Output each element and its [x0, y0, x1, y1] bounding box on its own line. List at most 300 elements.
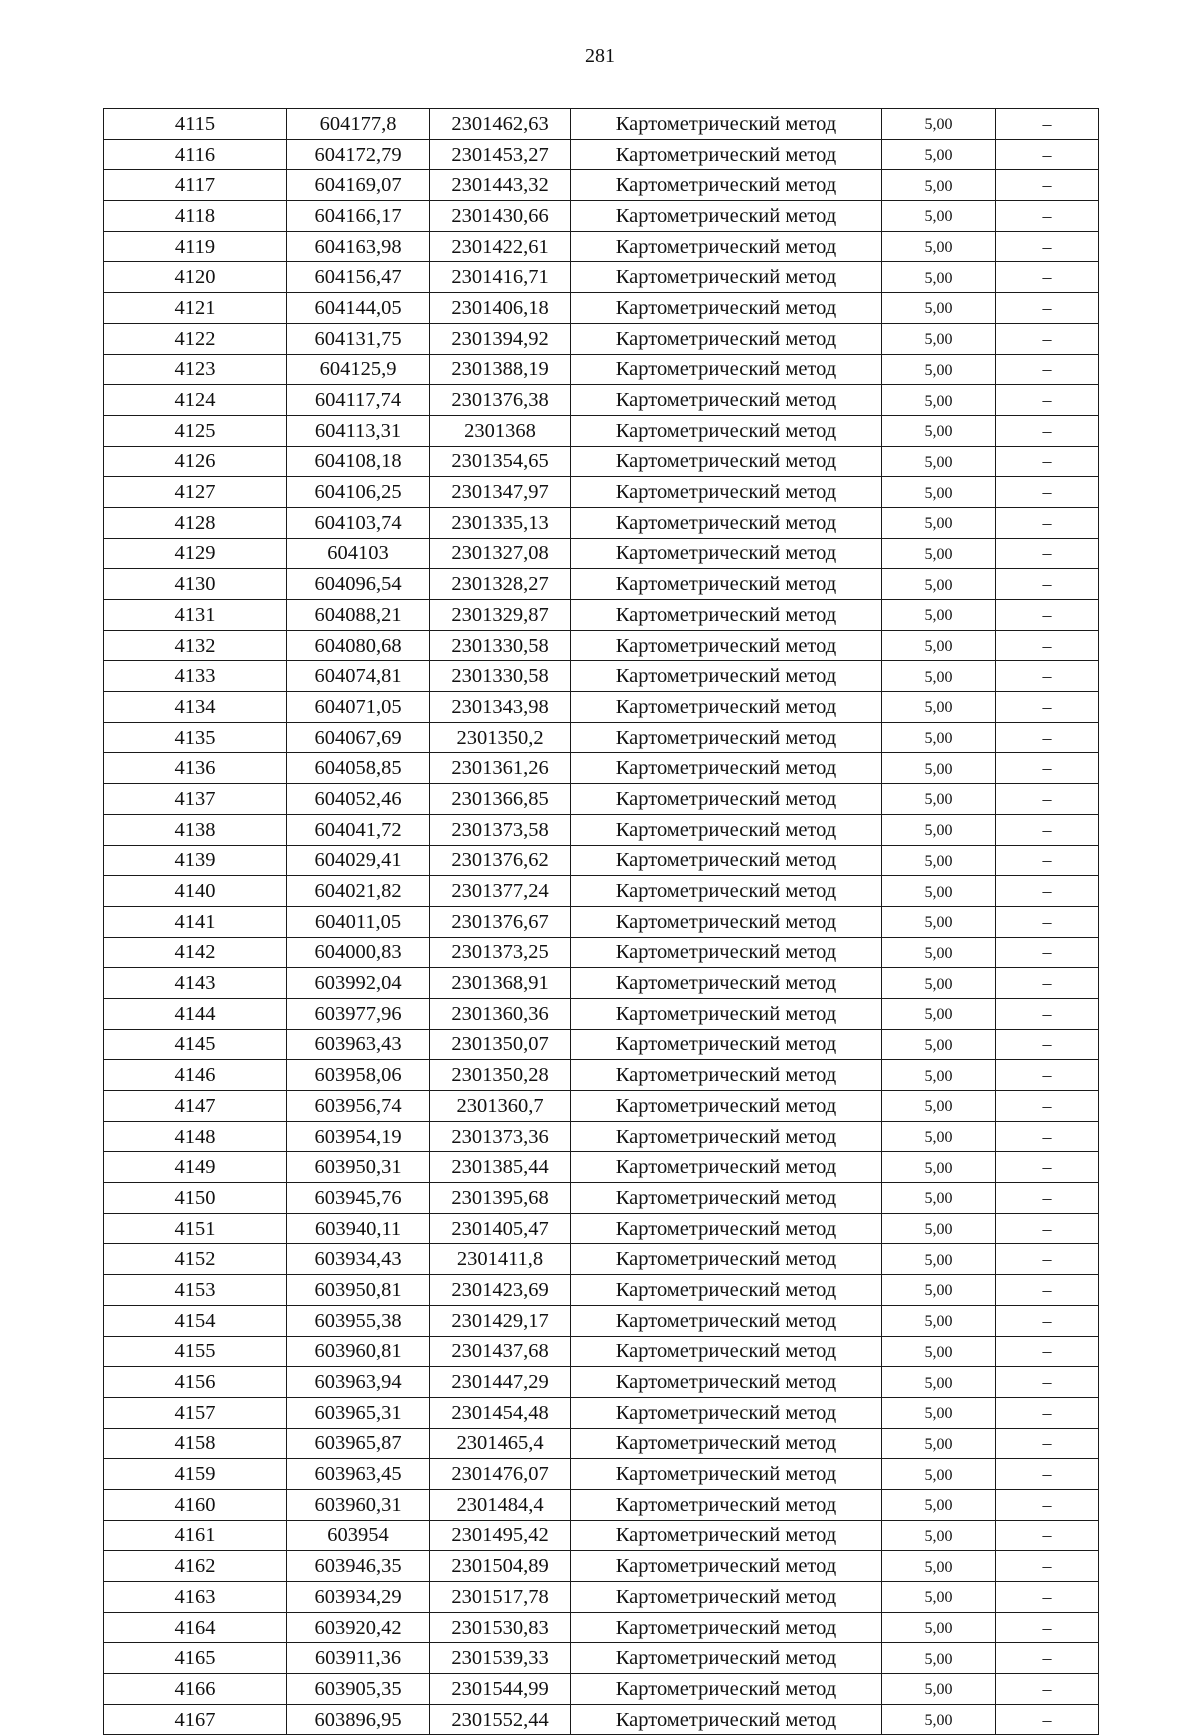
- method-cell: Картометрический метод: [571, 507, 882, 538]
- point-number-cell: 4134: [104, 692, 287, 723]
- note-cell: –: [996, 1060, 1099, 1091]
- point-number-cell: 4148: [104, 1121, 287, 1152]
- accuracy-cell: 5,00: [882, 784, 996, 815]
- method-cell: Картометрический метод: [571, 968, 882, 999]
- method-cell: Картометрический метод: [571, 1121, 882, 1152]
- page-number: 281: [585, 45, 615, 67]
- table-row: [104, 876, 1099, 907]
- table-row: [104, 1183, 1099, 1214]
- method-cell: Картометрический метод: [571, 415, 882, 446]
- table-row: [104, 814, 1099, 845]
- table-row: [104, 1060, 1099, 1091]
- x-coordinate-cell: 604125,9: [287, 354, 430, 385]
- y-coordinate-cell: 2301350,07: [430, 1029, 571, 1060]
- point-number-cell: 4145: [104, 1029, 287, 1060]
- accuracy-cell: 5,00: [882, 1213, 996, 1244]
- y-coordinate-cell: 2301544,99: [430, 1674, 571, 1705]
- y-coordinate-cell: 2301411,8: [430, 1244, 571, 1275]
- accuracy-cell: 5,00: [882, 1612, 996, 1643]
- y-coordinate-cell: 2301530,83: [430, 1612, 571, 1643]
- x-coordinate-cell: 604113,31: [287, 415, 430, 446]
- x-coordinate-cell: 604156,47: [287, 262, 430, 293]
- note-cell: –: [996, 262, 1099, 293]
- point-number-cell: 4153: [104, 1275, 287, 1306]
- point-number-cell: 4120: [104, 262, 287, 293]
- accuracy-cell: 5,00: [882, 906, 996, 937]
- point-number-cell: 4143: [104, 968, 287, 999]
- accuracy-cell: 5,00: [882, 1367, 996, 1398]
- note-cell: –: [996, 385, 1099, 416]
- x-coordinate-cell: 604166,17: [287, 201, 430, 232]
- accuracy-cell: 5,00: [882, 814, 996, 845]
- accuracy-cell: 5,00: [882, 600, 996, 631]
- point-number-cell: 4124: [104, 385, 287, 416]
- accuracy-cell: 5,00: [882, 692, 996, 723]
- method-cell: Картометрический метод: [571, 201, 882, 232]
- y-coordinate-cell: 2301350,2: [430, 722, 571, 753]
- x-coordinate-cell: 603992,04: [287, 968, 430, 999]
- table-row: [104, 1152, 1099, 1183]
- point-number-cell: 4123: [104, 354, 287, 385]
- accuracy-cell: 5,00: [882, 1489, 996, 1520]
- method-cell: Картометрический метод: [571, 906, 882, 937]
- method-cell: Картометрический метод: [571, 1489, 882, 1520]
- coordinates-table-body: [104, 109, 1099, 1735]
- y-coordinate-cell: 2301394,92: [430, 323, 571, 354]
- point-number-cell: 4147: [104, 1091, 287, 1122]
- method-cell: Картометрический метод: [571, 538, 882, 569]
- x-coordinate-cell: 603945,76: [287, 1183, 430, 1214]
- y-coordinate-cell: 2301385,44: [430, 1152, 571, 1183]
- accuracy-cell: 5,00: [882, 139, 996, 170]
- x-coordinate-cell: 603946,35: [287, 1551, 430, 1582]
- point-number-cell: 4121: [104, 293, 287, 324]
- point-number-cell: 4119: [104, 231, 287, 262]
- y-coordinate-cell: 2301465,4: [430, 1428, 571, 1459]
- y-coordinate-cell: 2301377,24: [430, 876, 571, 907]
- note-cell: –: [996, 1397, 1099, 1428]
- accuracy-cell: 5,00: [882, 385, 996, 416]
- y-coordinate-cell: 2301447,29: [430, 1367, 571, 1398]
- x-coordinate-cell: 604052,46: [287, 784, 430, 815]
- table-row: [104, 1029, 1099, 1060]
- accuracy-cell: 5,00: [882, 1183, 996, 1214]
- y-coordinate-cell: 2301395,68: [430, 1183, 571, 1214]
- accuracy-cell: 5,00: [882, 415, 996, 446]
- method-cell: Картометрический метод: [571, 753, 882, 784]
- x-coordinate-cell: 603940,11: [287, 1213, 430, 1244]
- table-row: [104, 1244, 1099, 1275]
- y-coordinate-cell: 2301330,58: [430, 661, 571, 692]
- accuracy-cell: 5,00: [882, 661, 996, 692]
- x-coordinate-cell: 603963,94: [287, 1367, 430, 1398]
- accuracy-cell: 5,00: [882, 1091, 996, 1122]
- accuracy-cell: 5,00: [882, 354, 996, 385]
- note-cell: –: [996, 1336, 1099, 1367]
- note-cell: –: [996, 845, 1099, 876]
- x-coordinate-cell: 603963,43: [287, 1029, 430, 1060]
- y-coordinate-cell: 2301552,44: [430, 1704, 571, 1735]
- x-coordinate-cell: 604011,05: [287, 906, 430, 937]
- x-coordinate-cell: 603954: [287, 1520, 430, 1551]
- note-cell: –: [996, 569, 1099, 600]
- method-cell: Картометрический метод: [571, 876, 882, 907]
- accuracy-cell: 5,00: [882, 1060, 996, 1091]
- y-coordinate-cell: 2301416,71: [430, 262, 571, 293]
- method-cell: Картометрический метод: [571, 1643, 882, 1674]
- y-coordinate-cell: 2301476,07: [430, 1459, 571, 1490]
- point-number-cell: 4118: [104, 201, 287, 232]
- note-cell: –: [996, 600, 1099, 631]
- y-coordinate-cell: 2301330,58: [430, 630, 571, 661]
- point-number-cell: 4136: [104, 753, 287, 784]
- note-cell: –: [996, 1367, 1099, 1398]
- x-coordinate-cell: 603955,38: [287, 1305, 430, 1336]
- note-cell: –: [996, 1551, 1099, 1582]
- method-cell: Картометрический метод: [571, 1029, 882, 1060]
- note-cell: –: [996, 722, 1099, 753]
- method-cell: Картометрический метод: [571, 139, 882, 170]
- x-coordinate-cell: 604071,05: [287, 692, 430, 723]
- y-coordinate-cell: 2301453,27: [430, 139, 571, 170]
- x-coordinate-cell: 603911,36: [287, 1643, 430, 1674]
- note-cell: –: [996, 1029, 1099, 1060]
- point-number-cell: 4165: [104, 1643, 287, 1674]
- x-coordinate-cell: 604080,68: [287, 630, 430, 661]
- point-number-cell: 4162: [104, 1551, 287, 1582]
- note-cell: –: [996, 354, 1099, 385]
- note-cell: –: [996, 538, 1099, 569]
- note-cell: –: [996, 201, 1099, 232]
- x-coordinate-cell: 604096,54: [287, 569, 430, 600]
- accuracy-cell: 5,00: [882, 170, 996, 201]
- method-cell: Картометрический метод: [571, 1183, 882, 1214]
- x-coordinate-cell: 603905,35: [287, 1674, 430, 1705]
- point-number-cell: 4138: [104, 814, 287, 845]
- note-cell: –: [996, 968, 1099, 999]
- note-cell: –: [996, 231, 1099, 262]
- point-number-cell: 4156: [104, 1367, 287, 1398]
- point-number-cell: 4159: [104, 1459, 287, 1490]
- y-coordinate-cell: 2301328,27: [430, 569, 571, 600]
- point-number-cell: 4166: [104, 1674, 287, 1705]
- note-cell: –: [996, 630, 1099, 661]
- table-row: [104, 1428, 1099, 1459]
- y-coordinate-cell: 2301484,4: [430, 1489, 571, 1520]
- note-cell: –: [996, 1459, 1099, 1490]
- table-row: [104, 600, 1099, 631]
- note-cell: –: [996, 1582, 1099, 1613]
- coordinates-table: [103, 108, 1099, 1735]
- x-coordinate-cell: 603896,95: [287, 1704, 430, 1735]
- method-cell: Картометрический метод: [571, 1213, 882, 1244]
- y-coordinate-cell: 2301422,61: [430, 231, 571, 262]
- accuracy-cell: 5,00: [882, 1305, 996, 1336]
- accuracy-cell: 5,00: [882, 109, 996, 140]
- note-cell: –: [996, 446, 1099, 477]
- point-number-cell: 4154: [104, 1305, 287, 1336]
- note-cell: –: [996, 1183, 1099, 1214]
- point-number-cell: 4132: [104, 630, 287, 661]
- table-row: [104, 845, 1099, 876]
- x-coordinate-cell: 604169,07: [287, 170, 430, 201]
- x-coordinate-cell: 604108,18: [287, 446, 430, 477]
- x-coordinate-cell: 604058,85: [287, 753, 430, 784]
- method-cell: Картометрический метод: [571, 1520, 882, 1551]
- point-number-cell: 4161: [104, 1520, 287, 1551]
- y-coordinate-cell: 2301429,17: [430, 1305, 571, 1336]
- table-row: [104, 231, 1099, 262]
- x-coordinate-cell: 604021,82: [287, 876, 430, 907]
- x-coordinate-cell: 604088,21: [287, 600, 430, 631]
- method-cell: Картометрический метод: [571, 262, 882, 293]
- note-cell: –: [996, 109, 1099, 140]
- accuracy-cell: 5,00: [882, 569, 996, 600]
- y-coordinate-cell: 2301361,26: [430, 753, 571, 784]
- method-cell: Картометрический метод: [571, 1428, 882, 1459]
- y-coordinate-cell: 2301327,08: [430, 538, 571, 569]
- x-coordinate-cell: 604041,72: [287, 814, 430, 845]
- method-cell: Картометрический метод: [571, 323, 882, 354]
- table-row: [104, 1674, 1099, 1705]
- method-cell: Картометрический метод: [571, 1244, 882, 1275]
- accuracy-cell: 5,00: [882, 1459, 996, 1490]
- y-coordinate-cell: 2301517,78: [430, 1582, 571, 1613]
- x-coordinate-cell: 604131,75: [287, 323, 430, 354]
- y-coordinate-cell: 2301373,58: [430, 814, 571, 845]
- table-row: [104, 661, 1099, 692]
- table-row: [104, 753, 1099, 784]
- table-row: [104, 1305, 1099, 1336]
- y-coordinate-cell: 2301539,33: [430, 1643, 571, 1674]
- x-coordinate-cell: 603963,45: [287, 1459, 430, 1490]
- table-row: [104, 1213, 1099, 1244]
- table-row: [104, 1121, 1099, 1152]
- accuracy-cell: 5,00: [882, 1643, 996, 1674]
- method-cell: Картометрический метод: [571, 1336, 882, 1367]
- note-cell: –: [996, 661, 1099, 692]
- table-row: [104, 1459, 1099, 1490]
- method-cell: Картометрический метод: [571, 1674, 882, 1705]
- point-number-cell: 4141: [104, 906, 287, 937]
- y-coordinate-cell: 2301376,67: [430, 906, 571, 937]
- table-row: [104, 692, 1099, 723]
- point-number-cell: 4133: [104, 661, 287, 692]
- x-coordinate-cell: 604172,79: [287, 139, 430, 170]
- method-cell: Картометрический метод: [571, 937, 882, 968]
- table-row: [104, 262, 1099, 293]
- y-coordinate-cell: 2301368,91: [430, 968, 571, 999]
- note-cell: –: [996, 1152, 1099, 1183]
- point-number-cell: 4150: [104, 1183, 287, 1214]
- table-row: [104, 1489, 1099, 1520]
- x-coordinate-cell: 603920,42: [287, 1612, 430, 1643]
- point-number-cell: 4149: [104, 1152, 287, 1183]
- table-row: [104, 109, 1099, 140]
- note-cell: –: [996, 1091, 1099, 1122]
- table-row: [104, 201, 1099, 232]
- accuracy-cell: 5,00: [882, 876, 996, 907]
- point-number-cell: 4125: [104, 415, 287, 446]
- note-cell: –: [996, 1643, 1099, 1674]
- y-coordinate-cell: 2301443,32: [430, 170, 571, 201]
- table-row: [104, 139, 1099, 170]
- point-number-cell: 4127: [104, 477, 287, 508]
- y-coordinate-cell: 2301329,87: [430, 600, 571, 631]
- point-number-cell: 4167: [104, 1704, 287, 1735]
- note-cell: –: [996, 415, 1099, 446]
- table-row: [104, 998, 1099, 1029]
- accuracy-cell: 5,00: [882, 998, 996, 1029]
- accuracy-cell: 5,00: [882, 446, 996, 477]
- y-coordinate-cell: 2301437,68: [430, 1336, 571, 1367]
- x-coordinate-cell: 604177,8: [287, 109, 430, 140]
- table-row: [104, 937, 1099, 968]
- point-number-cell: 4139: [104, 845, 287, 876]
- y-coordinate-cell: 2301343,98: [430, 692, 571, 723]
- note-cell: –: [996, 1520, 1099, 1551]
- y-coordinate-cell: 2301368: [430, 415, 571, 446]
- point-number-cell: 4137: [104, 784, 287, 815]
- point-number-cell: 4158: [104, 1428, 287, 1459]
- note-cell: –: [996, 1275, 1099, 1306]
- accuracy-cell: 5,00: [882, 231, 996, 262]
- x-coordinate-cell: 603965,87: [287, 1428, 430, 1459]
- method-cell: Картометрический метод: [571, 385, 882, 416]
- method-cell: Картометрический метод: [571, 293, 882, 324]
- accuracy-cell: 5,00: [882, 1582, 996, 1613]
- accuracy-cell: 5,00: [882, 753, 996, 784]
- accuracy-cell: 5,00: [882, 293, 996, 324]
- accuracy-cell: 5,00: [882, 937, 996, 968]
- table-row: [104, 1612, 1099, 1643]
- method-cell: Картометрический метод: [571, 1305, 882, 1336]
- accuracy-cell: 5,00: [882, 1551, 996, 1582]
- y-coordinate-cell: 2301360,36: [430, 998, 571, 1029]
- note-cell: –: [996, 692, 1099, 723]
- x-coordinate-cell: 604000,83: [287, 937, 430, 968]
- accuracy-cell: 5,00: [882, 1244, 996, 1275]
- x-coordinate-cell: 603977,96: [287, 998, 430, 1029]
- y-coordinate-cell: 2301354,65: [430, 446, 571, 477]
- table-row: [104, 1643, 1099, 1674]
- method-cell: Картометрический метод: [571, 170, 882, 201]
- y-coordinate-cell: 2301350,28: [430, 1060, 571, 1091]
- x-coordinate-cell: 604103: [287, 538, 430, 569]
- method-cell: Картометрический метод: [571, 569, 882, 600]
- note-cell: –: [996, 1489, 1099, 1520]
- table-row: [104, 1520, 1099, 1551]
- table-row: [104, 323, 1099, 354]
- table-row: [104, 1367, 1099, 1398]
- note-cell: –: [996, 293, 1099, 324]
- note-cell: –: [996, 876, 1099, 907]
- note-cell: –: [996, 998, 1099, 1029]
- method-cell: Картометрический метод: [571, 661, 882, 692]
- method-cell: Картометрический метод: [571, 1091, 882, 1122]
- x-coordinate-cell: 604103,74: [287, 507, 430, 538]
- table-row: [104, 293, 1099, 324]
- accuracy-cell: 5,00: [882, 1397, 996, 1428]
- accuracy-cell: 5,00: [882, 477, 996, 508]
- point-number-cell: 4152: [104, 1244, 287, 1275]
- y-coordinate-cell: 2301360,7: [430, 1091, 571, 1122]
- point-number-cell: 4122: [104, 323, 287, 354]
- table-row: [104, 630, 1099, 661]
- method-cell: Картометрический метод: [571, 1459, 882, 1490]
- accuracy-cell: 5,00: [882, 538, 996, 569]
- y-coordinate-cell: 2301406,18: [430, 293, 571, 324]
- accuracy-cell: 5,00: [882, 968, 996, 999]
- point-number-cell: 4160: [104, 1489, 287, 1520]
- accuracy-cell: 5,00: [882, 1029, 996, 1060]
- y-coordinate-cell: 2301335,13: [430, 507, 571, 538]
- y-coordinate-cell: 2301454,48: [430, 1397, 571, 1428]
- note-cell: –: [996, 139, 1099, 170]
- method-cell: Картометрический метод: [571, 692, 882, 723]
- accuracy-cell: 5,00: [882, 1704, 996, 1735]
- note-cell: –: [996, 1674, 1099, 1705]
- x-coordinate-cell: 603960,81: [287, 1336, 430, 1367]
- table-row: [104, 354, 1099, 385]
- x-coordinate-cell: 603956,74: [287, 1091, 430, 1122]
- table-row: [104, 1397, 1099, 1428]
- accuracy-cell: 5,00: [882, 262, 996, 293]
- note-cell: –: [996, 1305, 1099, 1336]
- method-cell: Картометрический метод: [571, 1152, 882, 1183]
- method-cell: Картометрический метод: [571, 1060, 882, 1091]
- point-number-cell: 4142: [104, 937, 287, 968]
- method-cell: Картометрический метод: [571, 109, 882, 140]
- method-cell: Картометрический метод: [571, 231, 882, 262]
- method-cell: Картометрический метод: [571, 446, 882, 477]
- table-row: [104, 1091, 1099, 1122]
- accuracy-cell: 5,00: [882, 1674, 996, 1705]
- note-cell: –: [996, 1121, 1099, 1152]
- x-coordinate-cell: 604106,25: [287, 477, 430, 508]
- x-coordinate-cell: 604074,81: [287, 661, 430, 692]
- point-number-cell: 4128: [104, 507, 287, 538]
- method-cell: Картометрический метод: [571, 354, 882, 385]
- accuracy-cell: 5,00: [882, 507, 996, 538]
- y-coordinate-cell: 2301423,69: [430, 1275, 571, 1306]
- table-row: [104, 968, 1099, 999]
- table-row: [104, 906, 1099, 937]
- x-coordinate-cell: 604144,05: [287, 293, 430, 324]
- y-coordinate-cell: 2301347,97: [430, 477, 571, 508]
- note-cell: –: [996, 784, 1099, 815]
- accuracy-cell: 5,00: [882, 630, 996, 661]
- note-cell: –: [996, 477, 1099, 508]
- point-number-cell: 4140: [104, 876, 287, 907]
- table-row: [104, 569, 1099, 600]
- method-cell: Картометрический метод: [571, 784, 882, 815]
- point-number-cell: 4115: [104, 109, 287, 140]
- table-row: [104, 784, 1099, 815]
- note-cell: –: [996, 753, 1099, 784]
- point-number-cell: 4163: [104, 1582, 287, 1613]
- method-cell: Картометрический метод: [571, 1551, 882, 1582]
- method-cell: Картометрический метод: [571, 477, 882, 508]
- x-coordinate-cell: 603960,31: [287, 1489, 430, 1520]
- method-cell: Картометрический метод: [571, 722, 882, 753]
- point-number-cell: 4135: [104, 722, 287, 753]
- note-cell: –: [996, 814, 1099, 845]
- x-coordinate-cell: 603965,31: [287, 1397, 430, 1428]
- x-coordinate-cell: 603950,81: [287, 1275, 430, 1306]
- method-cell: Картометрический метод: [571, 814, 882, 845]
- x-coordinate-cell: 604067,69: [287, 722, 430, 753]
